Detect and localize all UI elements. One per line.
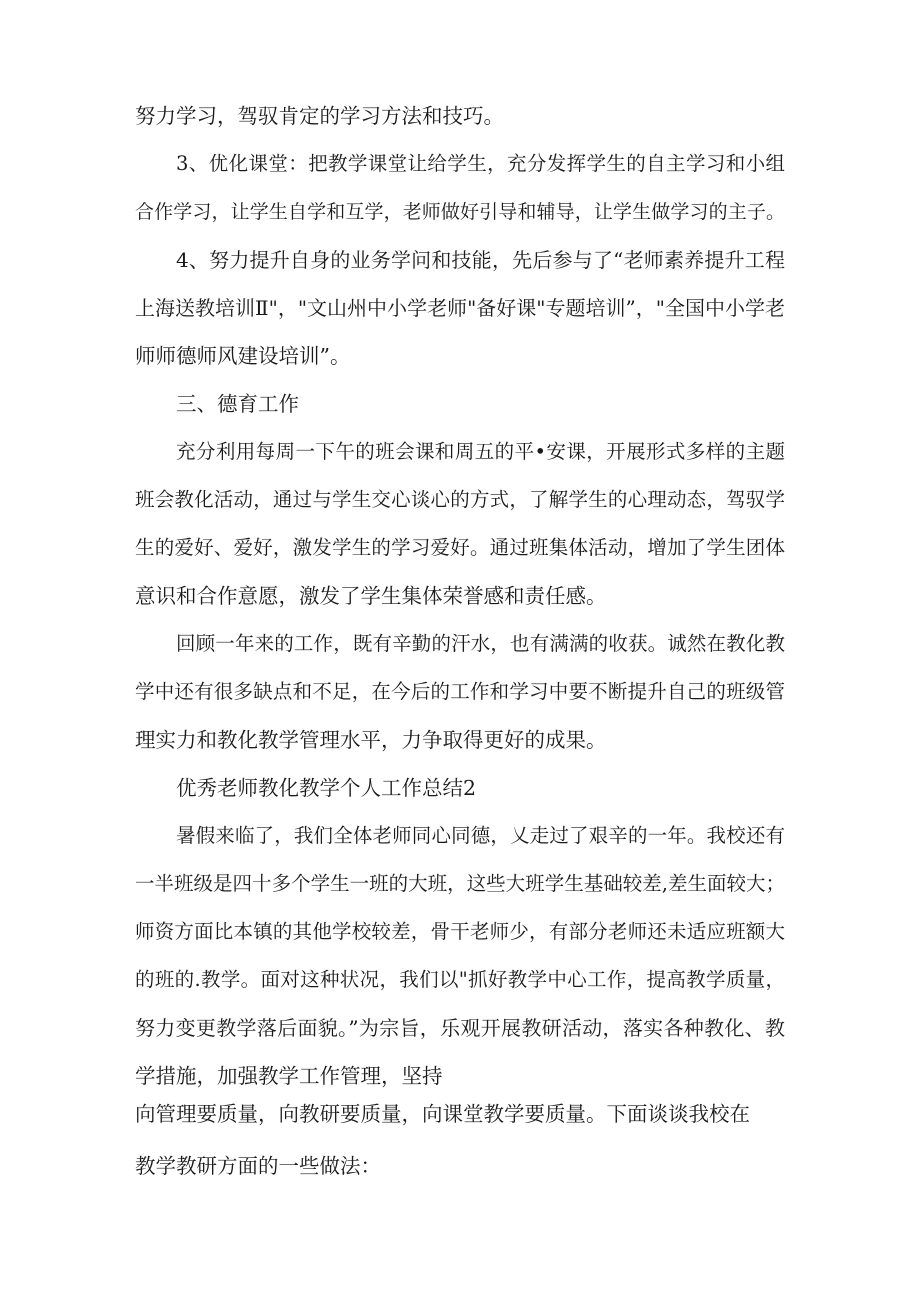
text-line: 一半班级是四十多个学生一班的大班，这些大班学生基础较差,差生面较大； [135,872,785,895]
text-line: 向管理要质量，向教研要质量，向课堂教学要质量。下面谈谈我校在 [135,1102,750,1126]
section-heading: 优秀老师教化教学个人工作总结2 [176,776,477,800]
text-line: 充分利用每周一下午的班会课和周五的平•安课，开展形式多样的主题 [176,440,785,463]
section-heading: 三、德育工作 [176,392,299,416]
text-line: 意识和合作意愿，激发了学生集体荣誉感和责任感。 [135,584,607,608]
text-line: 努力变更教学落后面貌。”为宗旨，乐观开展教研活动，落实各种教化、教 [135,1016,785,1040]
text-line: 师师德师风建设培训”。 [135,344,351,368]
text-line: 学措施，加强教学工作管理，坚持 [135,1064,443,1088]
text-line: 回顾一年来的工作，既有辛勤的汗水，也有满满的收获。诚然在教化教 [176,632,785,655]
text-line: 4、努力提升自身的业务学问和技能，先后参与了“老师素养提升工程 [176,248,785,272]
text-line: 师资方面比本镇的其他学校较差，骨干老师少，有部分老师还未适应班额大 [135,920,785,943]
text-line: 教学教研方面的一些做法： [135,1154,381,1178]
text-line: 3、优化课堂：把教学课堂让给学生，充分发挥学生的自主学习和小组 [176,152,785,175]
text-line: 暑假来临了，我们全体老师同心同德，乂走过了艰辛的一年。我校还有 [176,824,785,847]
text-line: 的班的.教学。面对这种状况，我们以"抓好教学中心工作，提高教学质量， [135,968,785,991]
text-line: 生的爱好、爱好，激发学生的学习爱好。通过班集体活动，增加了学生团体 [135,536,785,559]
text-line: 上海送教培训Ⅱ"，"文山州中小学老师"备好课"专题培训”，"全国中小学老 [135,296,785,320]
text-line: 理实力和教化教学管理水平，力争取得更好的成果。 [135,728,607,752]
text-line: 学中还有很多缺点和不足，在今后的工作和学习中要不断提升自己的班级管 [135,680,785,703]
text-line: 合作学习，让学生自学和互学，老师做好引导和辅导，让学生做学习的主子。 [135,201,785,223]
text-line: 努力学习，驾驭肯定的学习方法和技巧。 [135,104,504,128]
text-line: 班会教化活动，通过与学生交心谈心的方式，了解学生的心理动态，驾驭学 [135,488,785,511]
